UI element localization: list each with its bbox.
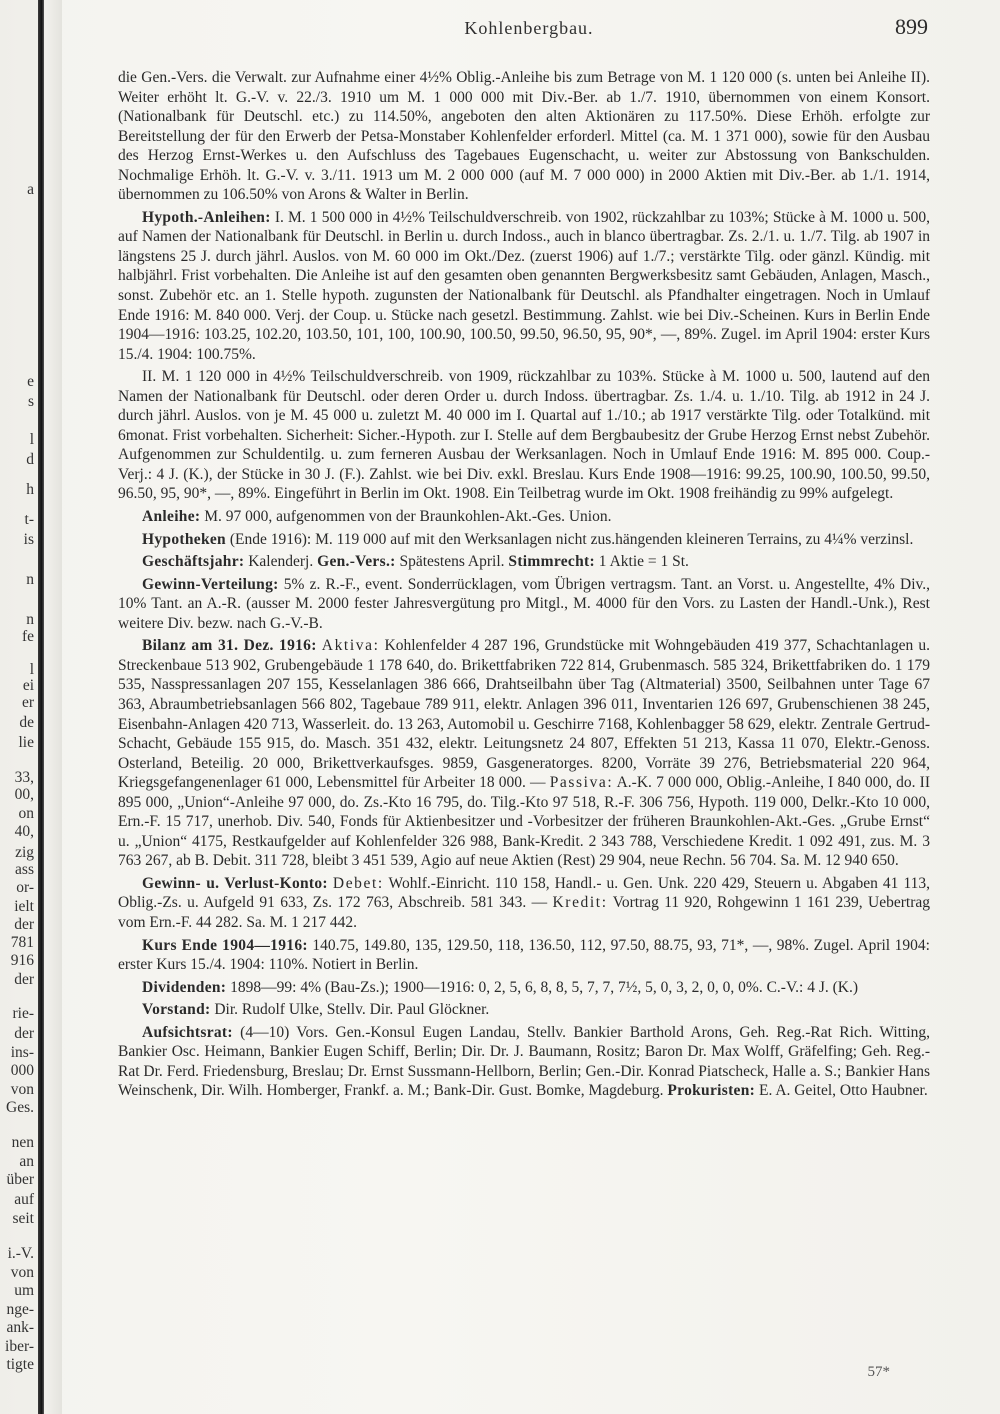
section-heading: Stimmrecht:	[508, 553, 595, 571]
margin-fragment: 33,	[14, 769, 34, 786]
spaced-label: Kredit:	[552, 894, 608, 912]
margin-fragment: von	[10, 1081, 34, 1098]
margin-fragment: iber-	[5, 1338, 34, 1355]
paragraph-text: die Gen.-Vers. die Verwalt. zur Aufnahme einer 4½% Oblig.-Anleihe bis zum Betrage von M. 1 120 000 (s. unten bei Anleihe II). Weiter erhöht lt. G.-V. v. 22./3. 1910 um M. 1 000 000 mit Div.-Ber. ab 1./7. 1910, übernommen von einem Konsort. (Nationalbank für Deutschl. etc.) zu 114.50%, angeboten den alten Aktionären zu 117.50%. Diese Erhöh. erfolgte zur Bereitstellung der für den Erwerb der Petsa-Monstaber Kohlenfelder erforderl. Mittel (ca. M. 1 371 000), sowie für den Ausbau des Herzog Ernst-Werkes u. den Aufschluss des Tagebaues Eugenschacht, u. weiter zur Abstossung von Bankschulden. Nochmalige Erhöh. lt. G.-V. v. 3./11. 1913 um M. 2 000 000 (auf M. 7 000 000) in 2000 Aktien mit Div.-Ber. ab 1./1. 1914, übernommen zu 106.50% von Arons & Walter in Berlin.	[118, 69, 930, 204]
margin-fragment: l	[29, 661, 34, 678]
margin-fragment: n	[26, 611, 34, 628]
section-heading: Vorstand:	[142, 1001, 211, 1019]
margin-fragment: über	[6, 1171, 34, 1188]
page-number: 899	[895, 14, 928, 39]
page-body	[118, 68, 930, 1104]
margin-fragment: zig	[15, 844, 34, 861]
section-heading: Anleihe:	[142, 508, 201, 526]
paragraph-text: (4—10) Vors. Gen.-Konsul Eugen Landau, Stellv. Bankier Barthold Arons, Geh. Reg.-Rat Rich. Witting, Bankier Osc. Heimann, Bankier Eugen Schiff, Berlin; Dir. Dr. J. Baumann, Rositz; Baron Dr. Max Wolff, Gräfelfing; Geh. Reg.-Rat Dr. Ferd. Friedensburg, Breslau; Dr. Ernst Sussmann-Hellborn, Berlin; Gen.-Dir. Konrad Piatscheck, Halle a. S.; Bankier Hans Weinschenk, Dir. Wilh. Homberger, Frankf. a. M.; Bank-Dir. Gust. Bomke, Magdeburg.	[118, 1023, 930, 1100]
margin-fragment: 40,	[14, 823, 34, 840]
paragraph	[118, 507, 930, 527]
margin-fragment: t-	[24, 511, 34, 528]
section-heading: Dividenden:	[142, 978, 227, 996]
paragraph-text: II. M. 1 120 000 in 4½% Teilschuldverschreib. von 1909, rückzahlbar zu 103%. Stücke à M. 1000 u. 500, lautend auf den Namen der Nationalbank für Deutschl. oder deren Order u. durch Indoss. übertragbar. Zs. 1./4. u. 1./10. Tilg. ab 1912 in 24 J. durch jährl. Auslos. von je M. 45 000 u. zuletzt M. 40 000 im I. Quartal auf 1./10.; ab 1917 verstärkte Tilg. oder Totalkünd. mit 6monat. Frist vorbehalten. Sicherheit: Sicher.-Hypoth. zur I. Stelle auf dem Bergbaubesitz der Grube Herzog Ernst nebst Zubehör. Aufgenommen zur Schuldentilg. u. zum ferneren Ausbau der Werksanlagen. Noch in Umlauf Ende 1916: M. 895 000. Coup.-Verj.: 4 J. (K.), der Stücke in 30 J. (F.). Zahlst. wie bei Div. exkl. Breslau. Kurs Ende 1908—1916: 99.25, 100.90, 100.50, 99.50, 96.50, 95, 90*, —, 89%. Eingeführt in Berlin im Okt. 1908. Ein Teilbetrag wurde im Okt. 1908 freihändig zu 99% aufgelegt.	[118, 368, 930, 503]
paragraph-text: Dir. Rudolf Ulke, Stellv. Dir. Paul Glöckner.	[210, 1001, 490, 1019]
paragraph-text: 140.75, 149.80, 135, 129.50, 118, 136.50, 112, 97.50, 88.75, 93, 71*, —, 98%. Zugel. April 1904: erster Kurs 15./4. 1904: 110%. Notiert in Berlin.	[118, 936, 930, 974]
margin-fragment: 916	[10, 952, 34, 969]
paragraph	[118, 1000, 930, 1020]
book-spine-shadow	[38, 0, 44, 1414]
margin-fragment: ank-	[6, 1319, 34, 1336]
margin-fragment: ei	[22, 677, 34, 694]
margin-fragment: ielt	[14, 898, 34, 915]
margin-fragment: der	[14, 1025, 34, 1042]
spaced-label: Debet:	[332, 874, 384, 892]
margin-fragment: an	[19, 1153, 34, 1170]
signature-mark: 57*	[867, 1364, 890, 1380]
margin-fragment: ass	[15, 861, 34, 878]
margin-fragment: er	[21, 694, 34, 711]
paragraph-text: Vortrag 11 920, Rohgewinn 1 161 239, Uebertrag vom Ern.-F. 44 282. Sa. M. 1 217 442.	[118, 894, 930, 931]
paragraph	[118, 68, 930, 205]
margin-fragment: e	[27, 373, 34, 390]
spaced-label: Aktiva:	[321, 637, 380, 655]
paragraph-text: E. A. Geitel, Otto Haubner.	[755, 1082, 928, 1100]
margin-fragment: is	[23, 531, 34, 548]
margin-fragment: der	[14, 916, 34, 933]
section-heading: Hypoth.-Anleihen:	[142, 208, 271, 226]
paragraph-text: M. 97 000, aufgenommen von der Braunkohlen-Akt.-Ges. Union.	[200, 508, 612, 526]
margin-fragment: n	[26, 571, 34, 588]
section-heading: Prokuristen:	[667, 1082, 756, 1100]
margin-fragment: auf	[14, 1191, 34, 1208]
paragraph-text: 1 Aktie = 1 St.	[594, 553, 689, 571]
margin-fragment: h	[26, 481, 34, 498]
spaced-label: Passiva:	[549, 774, 614, 792]
margin-fragment: s	[27, 393, 34, 410]
margin-fragment: um	[14, 1282, 34, 1299]
section-heading: Bilanz am 31. Dez. 1916:	[142, 637, 317, 655]
margin-fragment: l	[29, 431, 34, 448]
paragraph-text: 5% z. R.-F., event. Sonderrücklagen, vom Übrigen vertragsm. Tant. an Vorst. u. Angestellte, 4% Div., 10% Tant. an A.-R. (ausser M. 2000 fester Jahresvergütung pro Mitgl., M. 4000 für den Vors. zu Lasten der Handl.-Unk.), Rest weitere Div. bezw. nach G.-V.-B.	[118, 575, 930, 632]
paragraph-text: (Ende 1916): M. 119 000 auf mit den Werksanlagen nicht zus.hängenden kleineren Terrains, zu 4¼% verzinsl.	[225, 530, 914, 548]
margin-fragment: von	[10, 1264, 34, 1281]
paragraph	[118, 1023, 930, 1101]
section-heading: Gen.-Vers.:	[317, 553, 396, 571]
section-heading: Hypotheken	[142, 530, 226, 548]
paragraph-text: 1898—99: 4% (Bau-Zs.); 1900—1916: 0, 2, 5, 6, 8, 8, 5, 7, 7, 7½, 5, 0, 3, 2, 0, 0, 0%. C.-V.: 4 J. (K.)	[226, 978, 859, 996]
margin-fragment: 000	[10, 1062, 34, 1079]
margin-fragment: 00,	[14, 786, 34, 803]
margin-fragment: i.-V.	[7, 1245, 34, 1262]
paragraph	[118, 208, 930, 364]
paragraph	[118, 530, 930, 550]
margin-fragment: Ges.	[6, 1099, 34, 1116]
margin-fragment: der	[14, 971, 34, 988]
margin-fragment: nen	[11, 1134, 34, 1151]
paragraph	[118, 978, 930, 998]
paragraph-text: I. M. 1 500 000 in 4½% Teilschuldverschreib. von 1902, rückzahlbar zu 103%; Stücke à M. 1000 u. 500, auf Namen der Nationalbank für Deutschl. in Berlin u. durch Indoss., auch in blanco übertragbar. Zs. 2./1. u. 1./7. Tilg. ab 1907 in längstens 25 J. durch jährl. Auslos. von M. 60 000 im Okt./Dez. (zuerst 1906) auf 1./7.; verstärkte Tilg. oder gänzl. Kündig. mit halbjährl. Frist vorbehalten. Die Anleihe ist auf den gesamten oben genannten Bergwerksbesitz samt Gebäuden, Anlagen, Masch., sonst. Zubehör etc. an 1. Stelle hypoth. zugunsten der Nationalbank für Deutschl. als Pfandhalter eingetragen. Noch in Umlauf Ende 1916: M. 840 000. Verj. der Coup. u. Stücke nach gesetzl. Bestimmung. Zahlst. wie bei Div.-Scheinen. Kurs in Berlin Ende 1904—1916: 103.25, 102.20, 103.50, 101, 100, 100.90, 100.50, 99.50, 96.50, 95, 90*, —, 89%. Zugel. im April 1904: erster Kurs 15./4. 1904: 100.75%.	[118, 208, 930, 363]
section-heading: Kurs Ende 1904—1916:	[142, 936, 308, 954]
margin-fragment: 781	[10, 934, 34, 951]
margin-fragment: fe	[21, 628, 34, 645]
section-heading: Gewinn- u. Verlust-Konto:	[142, 874, 328, 892]
margin-fragment: on	[18, 805, 34, 822]
paragraph-text: A.-K. 7 000 000, Oblig.-Anleihe, I 840 000, do. II 895 000, „Union“-Anleihe 97 000, do. Zs.-Kto 16 795, do. Tilg.-Kto 97 518, R.-F. 306 756, Hypoth. 119 000, Delkr.-Kto 10 000, Ern.-F. 15 717, unerhob. Div. 540, Fonds für Aktienbesitzer und -Vorbesitzer der früheren Braunkohlen-Akt.-Ges. „Grube Ernst“ u. „Union“ 4175, Restkaufgelder auf Kohlenfelder 326 988, Bank-Kredit. 2 343 788, Verschiedene Kredit. 1 092 491, zus. M. 3 763 267, ab B. Debit. 311 728, bleibt 3 451 539, Agio auf neue Aktien (Rest) 29 904, neue Rechn. 56 704. Sa. M. 12 940 650.	[118, 774, 930, 870]
paragraph	[118, 367, 930, 504]
running-head: Kohlenbergbau.	[464, 18, 594, 38]
margin-fragment: a	[27, 181, 34, 198]
section-heading: Aufsichtsrat:	[142, 1023, 233, 1041]
margin-fragment: nge-	[6, 1301, 34, 1318]
margin-fragment: de	[19, 714, 34, 731]
paragraph-text: Wohlf.-Einricht. 110 158, Handl.- u. Gen. Unk. 220 429, Steuern u. Abgaben 41 113, Oblig.-Zs. u. Aufgeld 91 633, Zs. 172 763, Abschreib. 581 343. —	[118, 874, 930, 912]
paragraph	[118, 936, 930, 975]
section-heading: Geschäftsjahr:	[142, 553, 245, 571]
paragraph-text: Spätestens April.	[395, 553, 509, 571]
margin-fragment: rie-	[12, 1005, 34, 1022]
margin-fragment: d	[26, 451, 34, 468]
adjacent-page-margin	[0, 0, 62, 1414]
paragraph	[118, 552, 930, 572]
paragraph-text: Kohlenfelder 4 287 196, Grundstücke mit Wohngebäuden 419 377, Schachtanlagen u. Streckenbaue 513 902, Grubengebäude 1 178 640, do. Brikettfabriken 722 814, Grubenmasch. 585 324, Brikettfabriken do. 1 179 535, Nasspressanlagen 207 155, Kesselanlagen 386 666, Drahtseilbahn über Tag (Altmaterial) 3500, Seilbahnen unter Tage 67 363, Abraumbetriebsanlagen 566 802, Tagebaue 789 911, elektr. Anlagen 396 011, Inventarien 126 697, Grubenschienen 38 245, Eisenbahn-Anlagen 420 713, Wasserleit. do. 13 263, Automobil u. Geschirre 7168, Kohlenbagger 58 629, elektr. Zentrale Gertrud-Schacht, Gebäude 155 915, do. Masch. 351 432, elektr. Leitungsnetz 24 807, Effekten 51 213, Kassa 11 070, Elektr.-Genoss. Osterland, Beteilig. 20 000, Brikettverkaufsges. 9859, Gasgeneratorges. 8200, Vorräte 39 276, Betriebsmaterial 220 964, Kriegsgefangenenlager 61 000, Lebensmittel für Arbeiter 18 000. —	[118, 637, 930, 792]
margin-fragment: ins-	[10, 1044, 34, 1061]
paragraph	[118, 636, 930, 871]
paragraph	[118, 575, 930, 634]
paragraph	[118, 874, 930, 933]
margin-fragment: or-	[16, 879, 34, 896]
section-heading: Gewinn-Verteilung:	[142, 575, 279, 593]
margin-fragment: lie	[18, 734, 34, 751]
margin-fragment: tigte	[6, 1356, 34, 1373]
page-header	[130, 14, 928, 42]
paragraph-text: Kalenderj.	[244, 553, 318, 571]
margin-fragment: seit	[12, 1210, 34, 1227]
